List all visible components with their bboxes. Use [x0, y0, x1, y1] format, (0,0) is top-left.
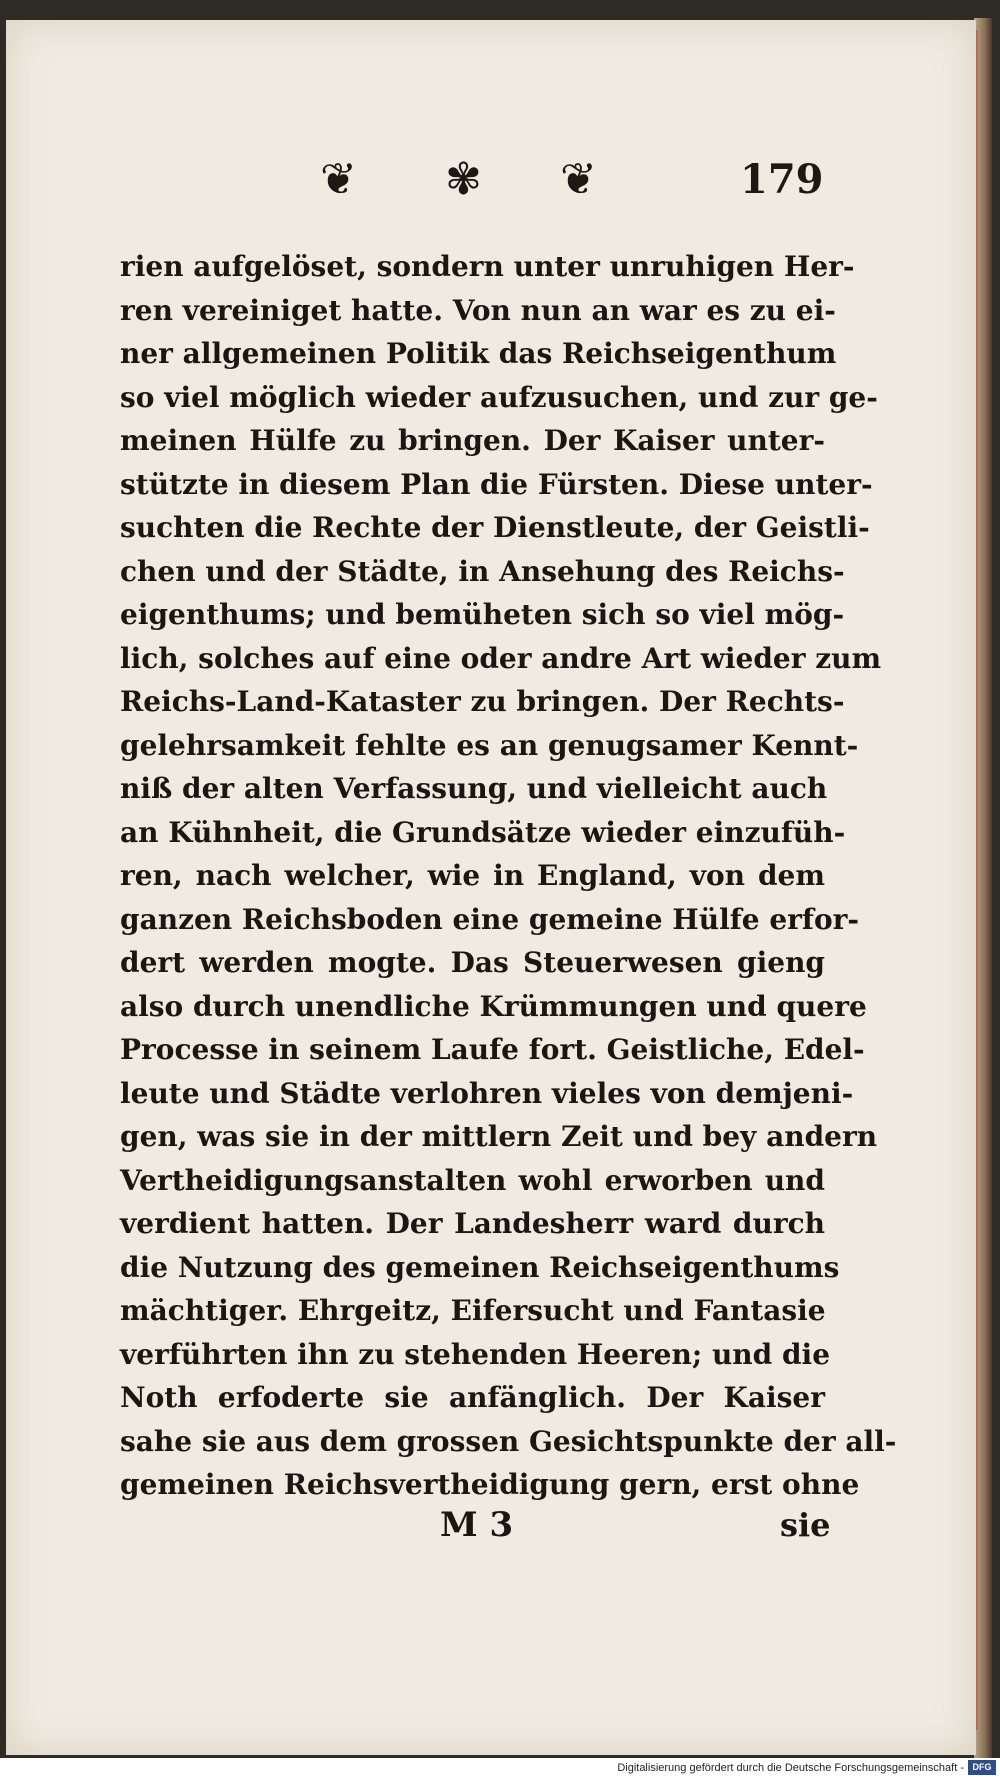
page-number: 179	[740, 156, 824, 203]
text-line: verdient hatten. Der Landesherr ward durch	[120, 1207, 825, 1240]
text-line: Reichs-Land-Kataster zu bringen. Der Rechts-	[120, 685, 845, 718]
text-line: Noth erfoderte sie anfänglich. Der Kaiser	[120, 1381, 825, 1414]
page-header	[320, 150, 824, 210]
attribution-bar	[0, 1758, 1000, 1779]
text-line: niß der alten Verfassung, und vielleicht auch	[120, 772, 828, 805]
text-line: dert werden mogte. Das Steuerwesen gieng	[120, 946, 825, 979]
text-line: gelehrsamkeit fehlte es an genugsamer Kennt-	[120, 728, 859, 762]
body-text	[120, 245, 897, 1507]
text-line: also durch unendliche Krümmungen und quere	[120, 989, 867, 1023]
catchword: sie	[780, 1506, 831, 1544]
text-line: lich, solches auf eine oder andre Art wieder zum	[120, 641, 882, 675]
text-line: an Kühnheit, die Grundsätze wieder einzufüh-	[120, 815, 846, 849]
text-line: gen, was sie in der mittlern Zeit und bey andern	[120, 1120, 878, 1153]
ornament-icon: ❦	[560, 154, 597, 205]
text-line: meinen Hülfe zu bringen. Der Kaiser unter-	[120, 424, 825, 457]
text-line: mächtiger. Ehrgeitz, Eifersucht und Fantasie	[120, 1294, 826, 1327]
text-line: stützte in diesem Plan die Fürsten. Diese unter-	[120, 467, 873, 501]
text-line: Processe in seinem Laufe fort. Geistliche, Edel-	[120, 1033, 865, 1066]
text-line: gemeinen Reichsvertheidigung gern, erst ohne	[120, 1468, 860, 1501]
ornament-icon: ✾	[445, 154, 482, 205]
text-line: verführten ihn zu stehenden Heeren; und die	[120, 1337, 831, 1371]
dfg-logo-icon: DFG	[968, 1760, 996, 1775]
text-line: ner allgemeinen Politik das Reichseigenthum	[120, 337, 837, 370]
text-line: chen und der Städte, in Ansehung des Reichs-	[120, 554, 845, 588]
text-line: ren, nach welcher, wie in England, von dem	[120, 859, 825, 892]
text-line: ren vereiniget hatte. Von nun an war es zu ei-	[120, 293, 836, 327]
text-line: so viel möglich wieder aufzusuchen, und zur ge-	[120, 380, 878, 414]
text-line: ganzen Reichsboden eine gemeine Hülfe erfor-	[120, 902, 860, 936]
text-line: sahe sie aus dem grossen Gesichtspunkte der all-	[120, 1424, 897, 1458]
ornament-icon: ❦	[320, 154, 357, 205]
text-line: rien aufgelöset, sondern unter unruhigen Her-	[120, 250, 855, 283]
attribution-text: Digitalisierung gefördert durch die Deutsche Forschungsgemeinschaft -	[617, 1762, 964, 1774]
text-line: eigenthums; und bemüheten sich so viel mög-	[120, 598, 845, 631]
signature-mark: M 3	[440, 1505, 514, 1545]
text-line: suchten die Rechte der Dienstleute, der Geistli-	[120, 511, 870, 544]
text-line: die Nutzung des gemeinen Reichseigenthums	[120, 1250, 840, 1284]
text-line: Vertheidigungsanstalten wohl erworben und	[120, 1163, 825, 1197]
text-line: leute und Städte verlohren vieles von demjeni-	[120, 1076, 854, 1110]
